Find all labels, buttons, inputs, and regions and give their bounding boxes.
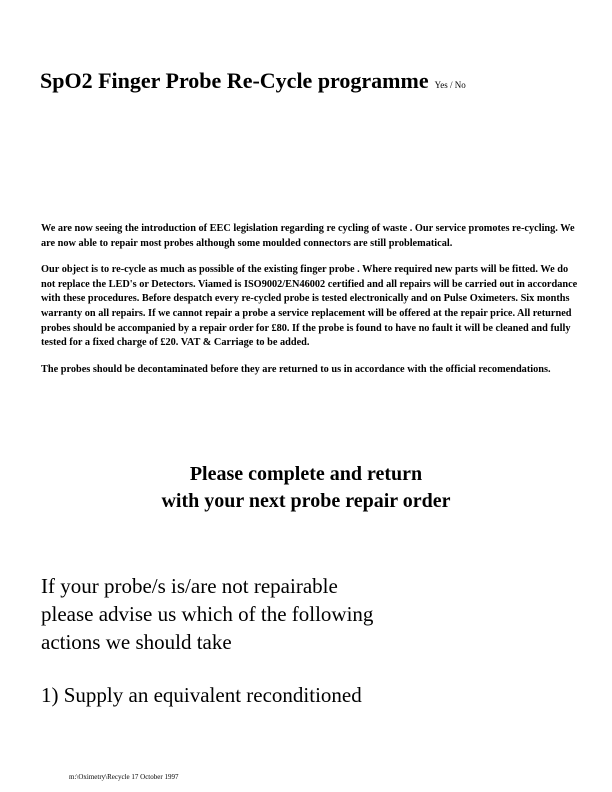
- callout-line-2: with your next probe repair order: [161, 490, 451, 512]
- intro-section: [41, 222, 583, 389]
- callout-line-1: Please complete and return: [189, 463, 423, 485]
- yes-no-label: Yes / No: [434, 80, 466, 90]
- instructions-block: [41, 572, 373, 656]
- document-title: [40, 68, 466, 94]
- option-item-1: 1) Supply an equivalent reconditioned: [41, 683, 362, 707]
- intro-paragraph-2: Our object is to re-cycle as much as possible of the existing finger probe . Where required new parts will be fitted. We do not replace the LED's or Detectors. Viamed is ISO9002/EN46002 certified and all repairs will be carried out in accordance with these procedures. Before despatch every re-cycled probe is tested electronically and on Pulse Oximeters. Six months warranty on all repairs. If we cannot repair a probe a service replacement will be offered at the repair price. All returned probes should be accompanied by a repair order for £80. If the probe is found to have no fault it will be cleaned and fully tested for a fixed charge of £20. VAT & Carriage to be added.: [41, 264, 578, 349]
- instructions-line-2: please advise us which of the following: [41, 602, 374, 626]
- intro-paragraph-1: We are now seeing the introduction of EEC legislation regarding re cycling of waste . Our service promotes re-cycling. We are now able to repair most probes although some moulded connectors are still problematical.: [41, 223, 575, 249]
- instructions-line-1: If your probe/s is/are not repairable: [41, 574, 338, 598]
- callout-heading: [0, 461, 612, 515]
- footer-file-path: m:\Oximetry\Recycle 17 October 1997: [69, 773, 179, 781]
- intro-paragraph-3: The probes should be decontaminated before they are returned to us in accordance with the official recomendations.: [41, 363, 551, 375]
- title-text: SpO2 Finger Probe Re-Cycle programme: [40, 68, 429, 93]
- instructions-line-3: actions we should take: [41, 630, 232, 654]
